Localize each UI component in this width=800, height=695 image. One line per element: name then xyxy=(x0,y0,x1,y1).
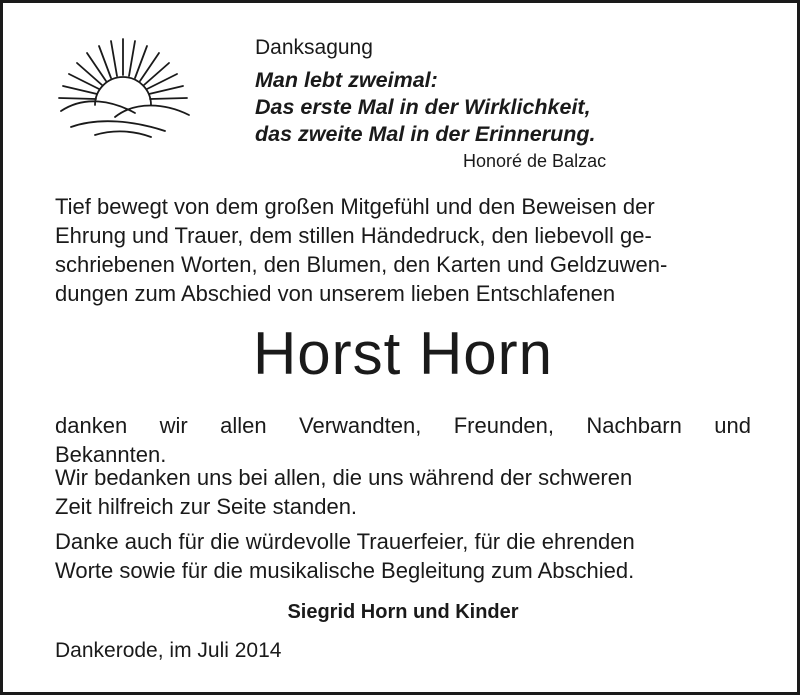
text-line: Worte sowie für die musikalische Begleitung zum Abschied. xyxy=(55,558,635,583)
quote-line: das zweite Mal in der Erinnerung. xyxy=(255,122,596,146)
word: Verwandten, xyxy=(299,413,422,438)
thanks-paragraph xyxy=(55,463,751,521)
word: und xyxy=(714,413,751,438)
word: danken xyxy=(55,413,128,438)
thanks-paragraph xyxy=(55,527,751,585)
heading-block xyxy=(255,35,655,148)
quote-line: Man lebt zweimal: xyxy=(255,68,438,92)
word: Nachbarn xyxy=(586,413,682,438)
quote-line: Das erste Mal in der Wirklichkeit, xyxy=(255,95,591,119)
deceased-name: Horst Horn xyxy=(252,320,554,387)
text-line: Zeit hilfreich zur Seite standen. xyxy=(55,494,358,519)
text-line xyxy=(55,411,751,440)
text-line: Wir bedanken uns bei allen, die uns während der schweren xyxy=(55,465,633,490)
word: allen xyxy=(220,413,267,438)
place-date: Dankerode, im Juli 2014 xyxy=(55,639,282,662)
intro-paragraph xyxy=(55,192,751,308)
word: Freunden, xyxy=(453,413,555,438)
sunset-over-hills-icon xyxy=(55,31,191,143)
text-line: Bekannten. xyxy=(55,442,167,467)
text-line: Tief bewegt von dem großen Mitgefühl und den Beweisen der xyxy=(55,194,655,219)
text-line: Danke auch für die würdevolle Trauerfeier, für die ehrenden xyxy=(55,529,635,554)
thanks-paragraph xyxy=(55,411,751,469)
signature: Siegrid Horn und Kinder xyxy=(287,601,519,623)
heading: Danksagung xyxy=(255,36,373,59)
text-line: Ehrung und Trauer, dem stillen Händedruck, den liebevoll ge- xyxy=(55,223,652,248)
quote-author: Honoré de Balzac xyxy=(463,151,607,171)
word: wir xyxy=(159,413,188,438)
text-line: dungen zum Abschied von unserem lieben Entschlafenen xyxy=(55,281,616,306)
text-line: schriebenen Worten, den Blumen, den Karten und Geldzuwen- xyxy=(55,252,668,277)
quote xyxy=(255,67,655,148)
